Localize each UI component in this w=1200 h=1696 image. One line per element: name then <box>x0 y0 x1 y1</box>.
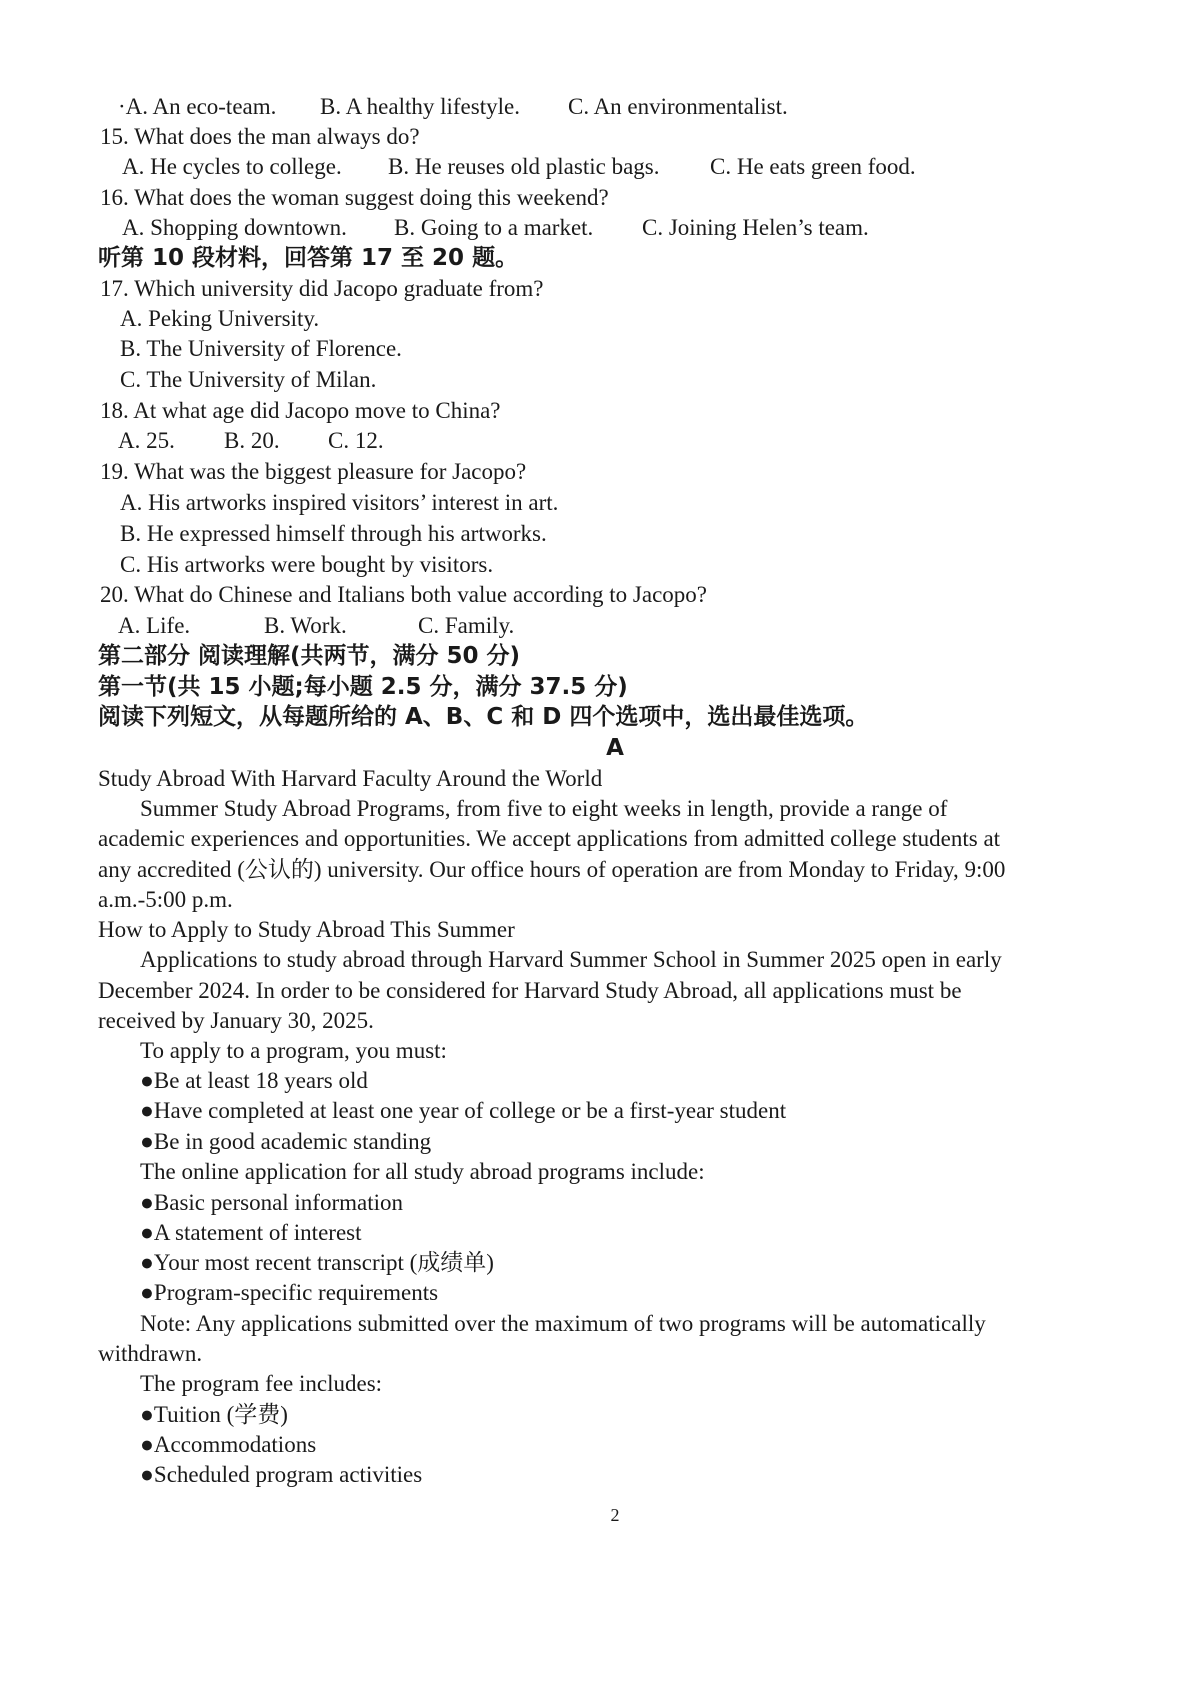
q14-option-a: ·A. An eco-team. <box>118 94 277 119</box>
q19-option-a: A. His artworks inspired visitors’ interest in art. <box>120 490 559 515</box>
q15-option-c: C. He eats green food. <box>710 154 916 179</box>
q20-option-a: A. Life. <box>118 613 191 638</box>
bullet-icon: ● <box>140 1098 154 1123</box>
online-intro: The online application for all study abroad programs include: <box>140 1159 705 1184</box>
passage-p1-line3: any accredited (公认的) university. Our office hours of operation are from Monday to Friday, 9:00 <box>98 857 1006 882</box>
online-item: ●A statement of interest <box>140 1218 362 1248</box>
passage-p2-line3: received by January 30, 2025. <box>98 1008 374 1033</box>
note-line2: withdrawn. <box>98 1341 203 1366</box>
fee-item: ●Tuition (学费) <box>140 1400 288 1430</box>
q16-options <box>122 213 869 243</box>
q16-option-a: A. Shopping downtown. <box>122 215 347 240</box>
q18-option-a: A. 25. <box>118 428 175 453</box>
page-number: 2 <box>610 1505 620 1525</box>
q18-options <box>118 426 384 456</box>
bullet-icon: ● <box>140 1250 154 1275</box>
note-line1: Note: Any applications submitted over the maximum of two programs will be automatically <box>140 1311 986 1336</box>
bullet-icon: ● <box>140 1402 154 1427</box>
q19-question: 19. What was the biggest pleasure for Jacopo? <box>100 459 527 484</box>
q20-question: 20. What do Chinese and Italians both value according to Jacopo? <box>100 582 707 607</box>
q19-option-c: C. His artworks were bought by visitors. <box>120 552 494 577</box>
passage-p1-line1: Summer Study Abroad Programs, from five to eight weeks in length, provide a range of <box>140 796 948 821</box>
online-item: ●Your most recent transcript (成绩单) <box>140 1248 494 1278</box>
part2-instruction: 阅读下列短文，从每题所给的 A、B、C 和 D 四个选项中，选出最佳选项。 <box>98 704 869 730</box>
passage-subtitle: How to Apply to Study Abroad This Summer <box>98 917 515 942</box>
apply-item: ●Have completed at least one year of college or be a first-year student <box>140 1096 786 1126</box>
q16-question: 16. What does the woman suggest doing this weekend? <box>100 185 609 210</box>
passage-p1-line2: academic experiences and opportunities. We accept applications from admitted college students at <box>98 826 1001 851</box>
passage-p2-line2: December 2024. In order to be considered for Harvard Study Abroad, all applications must be <box>98 978 962 1003</box>
passage-p1-line4: a.m.-5:00 p.m. <box>98 887 233 912</box>
q15-options <box>122 152 916 182</box>
fee-item: ●Accommodations <box>140 1430 316 1460</box>
q16-option-c: C. Joining Helen’s team. <box>642 215 869 240</box>
part2-section1-title: 第一节(共 15 小题;每小题 2.5 分，满分 37.5 分) <box>98 674 628 700</box>
fee-intro: The program fee includes: <box>140 1371 383 1396</box>
q15-option-b: B. He reuses old plastic bags. <box>388 154 660 179</box>
q17-option-b: B. The University of Florence. <box>120 336 402 361</box>
part2-title: 第二部分 阅读理解(共两节，满分 50 分) <box>98 643 521 669</box>
q15-question: 15. What does the man always do? <box>100 124 420 149</box>
fee-item: ●Scheduled program activities <box>140 1460 422 1490</box>
bullet-icon: ● <box>140 1280 154 1305</box>
online-item: ●Basic personal information <box>140 1188 403 1218</box>
bullet-icon: ● <box>140 1462 154 1487</box>
q20-option-c: C. Family. <box>418 613 515 638</box>
passage-p2-line1: Applications to study abroad through Harvard Summer School in Summer 2025 open in early <box>140 947 1002 972</box>
q14-option-c: C. An environmentalist. <box>568 94 788 119</box>
online-item: ●Program-specific requirements <box>140 1278 438 1308</box>
q18-option-b: B. 20. <box>224 428 280 453</box>
q18-option-c: C. 12. <box>328 428 384 453</box>
section-listening-10-header: 听第 10 段材料，回答第 17 至 20 题。 <box>98 245 519 271</box>
q14-option-b: B. A healthy lifestyle. <box>320 94 520 119</box>
passage-letter: A <box>606 735 624 761</box>
apply-intro: To apply to a program, you must: <box>140 1038 447 1063</box>
q20-options <box>118 611 514 641</box>
q17-option-a: A. Peking University. <box>120 306 320 331</box>
q19-option-b: B. He expressed himself through his artworks. <box>120 521 547 546</box>
apply-item: ●Be at least 18 years old <box>140 1066 368 1096</box>
q20-option-b: B. Work. <box>264 613 347 638</box>
q17-question: 17. Which university did Jacopo graduate from? <box>100 276 544 301</box>
bullet-icon: ● <box>140 1432 154 1457</box>
bullet-icon: ● <box>140 1068 154 1093</box>
q15-option-a: A. He cycles to college. <box>122 154 342 179</box>
q18-question: 18. At what age did Jacopo move to China? <box>100 398 501 423</box>
bullet-icon: ● <box>140 1220 154 1245</box>
apply-item: ●Be in good academic standing <box>140 1127 431 1157</box>
q16-option-b: B. Going to a market. <box>394 215 594 240</box>
bullet-icon: ● <box>140 1190 154 1215</box>
passage-title: Study Abroad With Harvard Faculty Around the World <box>98 766 603 791</box>
q14-options <box>118 92 788 122</box>
bullet-icon: ● <box>140 1129 154 1154</box>
q17-option-c: C. The University of Milan. <box>120 367 377 392</box>
